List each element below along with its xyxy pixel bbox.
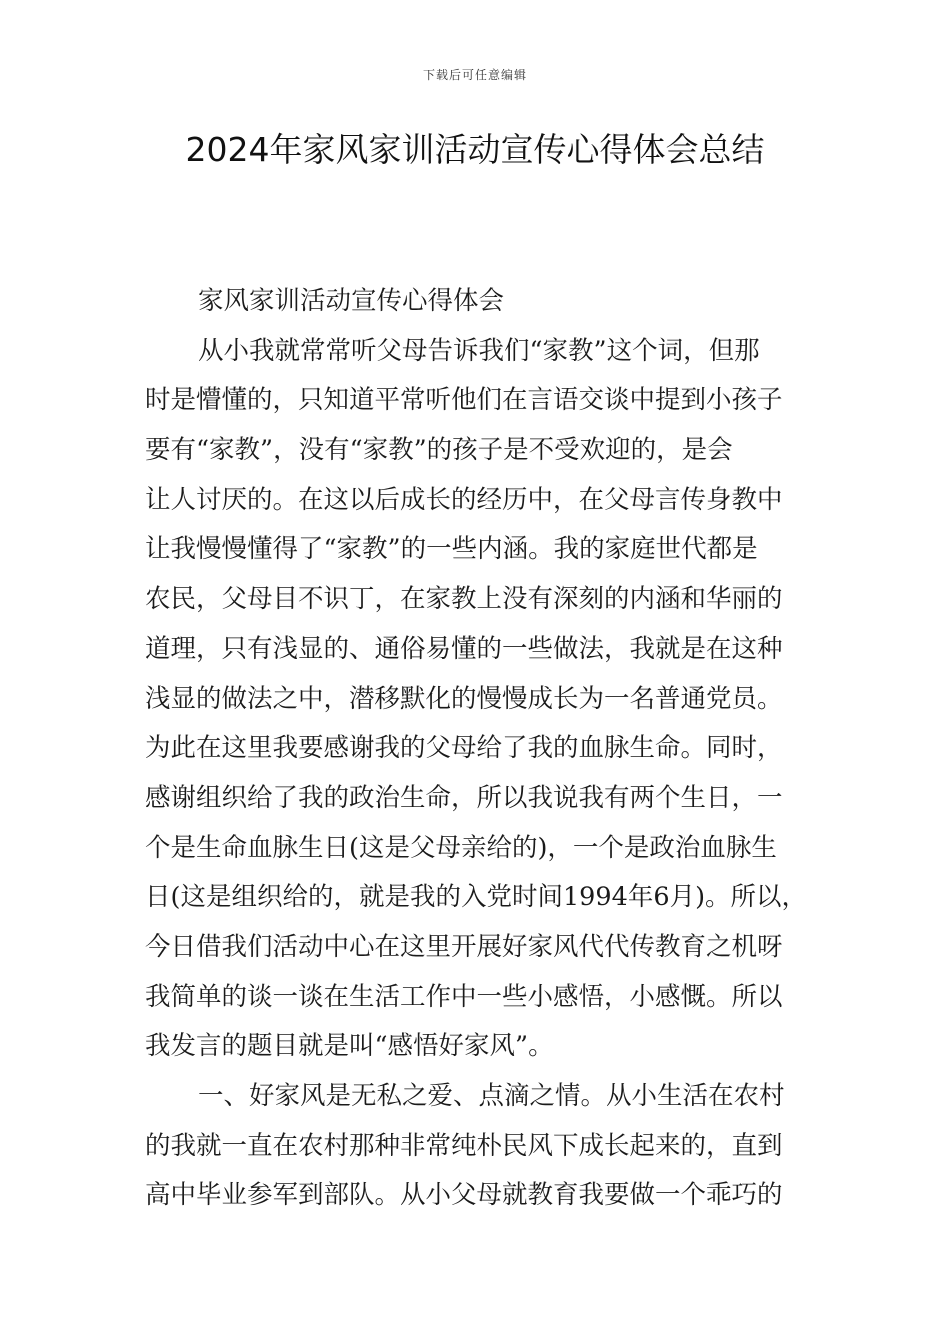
paragraph-line: 的我就一直在农村那种非常纯朴民风下成长起来的，直到 <box>145 1130 783 1161</box>
paragraph-line: 感谢组织给了我的政治生命，所以我说我有两个生日，一 <box>145 782 783 813</box>
paragraph-line: 要有“家教”，没有“家教”的孩子是不受欢迎的，是会 <box>145 435 733 466</box>
paragraph-line: 我发言的题目就是叫“感悟好家风”。 <box>145 1031 554 1062</box>
paragraph-line: 时是懵懂的，只知道平常听他们在言语交谈中提到小孩子 <box>145 385 783 416</box>
paragraph-line: 个是生命血脉生日(这是父母亲给的)，一个是政治血脉生 <box>145 832 777 863</box>
paragraph-line: 高中毕业参军到部队。从小父母就教育我要做一个乖巧的 <box>145 1180 783 1211</box>
paragraph-line: 农民，父母目不识丁，在家教上没有深刻的内涵和华丽的 <box>145 584 783 615</box>
paragraph-line: 为此在这里我要感谢我的父母给了我的血脉生命。同时， <box>145 733 783 764</box>
section-heading: 家风家训活动宣传心得体会 <box>198 286 505 316</box>
paragraph-line: 我简单的谈一谈在生活工作中一些小感悟，小感慨。所以 <box>145 981 783 1012</box>
paragraph-line: 从小我就常常听父母告诉我们“家教”这个词，但那 <box>198 335 760 366</box>
document-body <box>145 277 815 1221</box>
paragraph-line: 浅显的做法之中，潜移默化的慢慢成长为一名普通党员。 <box>145 683 783 714</box>
paragraph-line: 今日借我们活动中心在这里开展好家风代代传教育之机呀 <box>145 931 783 962</box>
paragraph-line: 让我慢慢懂得了“家教”的一些内涵。我的家庭世代都是 <box>145 534 758 565</box>
paragraph-line: 日(这是组织给的，就是我的入党时间1994年6月)。所以， <box>145 882 808 913</box>
document-title: 2024年家风家训活动宣传心得体会总结 <box>185 130 765 169</box>
paragraph-line: 让人讨厌的。在这以后成长的经历中，在父母言传身教中 <box>145 484 783 515</box>
paragraph-line: 一、好家风是无私之爱、点滴之情。从小生活在农村 <box>198 1081 785 1111</box>
header-note: 下载后可任意编辑 <box>422 68 527 82</box>
paragraph-line: 道理，只有浅显的、通俗易懂的一些做法，我就是在这种 <box>145 633 783 664</box>
